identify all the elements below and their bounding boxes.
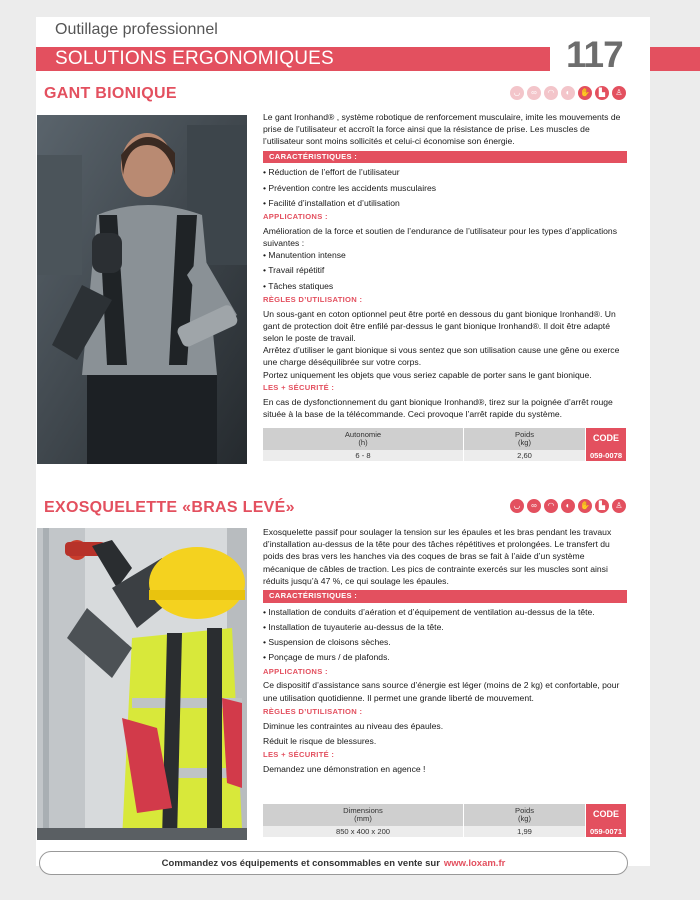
spec-table — [263, 804, 627, 837]
list-item: • Manutention intense — [263, 249, 627, 261]
banner-tab — [650, 47, 700, 71]
safety-heading: LES + SÉCURITÉ : — [263, 382, 335, 392]
glove-icon: ✋ — [578, 86, 592, 100]
code-header: CODE — [586, 804, 627, 826]
rule-text: Portez uniquement les objets que vous seriez capable de porter sans le gant bionique. — [263, 369, 592, 380]
safety-text: En cas de dysfonctionnement du gant bionique Ironhand®, tirez sur la poignée d’arrêt rouge située à la base de la télécommande. Ceci provoque l’arrêt rapide du système. — [263, 396, 613, 419]
list-item: • Prévention contre les accidents musculaires — [263, 182, 627, 194]
table-cell: 1,99 — [464, 826, 586, 837]
product-photo-bionic-glove — [37, 115, 247, 464]
list-item: • Réduction de l’effort de l’utilisateur — [263, 166, 627, 178]
helmet-icon: ◠ — [544, 86, 558, 100]
features-heading: CARACTÉRISTIQUES : — [263, 151, 627, 164]
ear-icon: ◐ — [561, 86, 575, 100]
footer-text: Commandez vos équipements et consommables en vente sur — [161, 857, 440, 869]
protection-icons — [510, 86, 626, 100]
list-item: • Ponçage de murs / de plafonds. — [263, 651, 627, 663]
glasses-icon: ∞ — [527, 499, 541, 513]
safety-heading: LES + SÉCURITÉ : — [263, 749, 335, 759]
glove-icon: ✋ — [578, 499, 592, 513]
column-header: Poids (kg) — [464, 804, 586, 826]
applications-text: Ce dispositif d’assistance sans source d’énergie est léger (moins de 2 kg) et confortable, pour une utilisation quotidienne. Il permet une grande liberté de mouvement. — [263, 680, 620, 703]
website-link[interactable]: www.loxam.fr — [443, 857, 506, 869]
spec-table — [263, 428, 627, 461]
list-item: • Travail répétitif — [263, 264, 627, 276]
features-list — [263, 166, 627, 209]
rules-heading: RÈGLES D’UTILISATION : — [263, 706, 363, 716]
glasses-icon: ∞ — [527, 86, 541, 100]
applications-list — [263, 249, 627, 292]
applications-heading: APPLICATIONS : — [263, 212, 328, 221]
catalog-subtitle: Outillage professionnel — [55, 21, 218, 38]
product-description — [263, 111, 627, 422]
helmet-icon: ◠ — [544, 499, 558, 513]
product-intro: Le gant Ironhand® , système robotique de renforcement musculaire, imite les mouvements de prise de l’utilisateur et accroît la force ainsi que la résistance de prise. Les muscles de l’utilisateur sont moins sollicités et celui-ci économise son énergie. — [263, 112, 621, 147]
product-description — [263, 526, 627, 777]
product-title: GANT BIONIQUE — [44, 85, 177, 102]
person-icon: ♙ — [612, 499, 626, 513]
column-header: Dimensions (mm) — [263, 804, 464, 826]
boot-icon: ▙ — [595, 499, 609, 513]
list-item: • Suspension de cloisons sèches. — [263, 636, 627, 648]
product-intro: Exosquelette passif pour soulager la tension sur les épaules et les bras pendant les travaux d’installation au-dessus de la tête pour des tâches répétitives et prolongées. Le transfert du poids des bras vers les hanches via des coques de bras se fait à l’aide d’un système mécanique de câbles de traction. Les pics de contrainte exercés sur les muscles sont ainsi réduits jusqu’à 47 %, ce qui soulage les épaules. — [263, 527, 612, 586]
applications-heading: APPLICATIONS : — [263, 666, 328, 676]
product-title: EXOSQUELETTE «BRAS LEVÉ» — [44, 499, 295, 516]
list-item: • Tâches statiques — [263, 280, 627, 292]
list-item: • Installation de conduits d’aération et d’équipement de ventilation au-dessus de la tête. — [263, 606, 627, 618]
rules-heading: RÈGLES D’UTILISATION : — [263, 294, 363, 304]
code-header: CODE — [586, 428, 627, 450]
features-heading: CARACTÉRISTIQUES : — [263, 590, 627, 603]
product-code: 059-0071 — [586, 826, 627, 837]
table-cell: 850 x 400 x 200 — [263, 826, 464, 837]
applications-text: Amélioration de la force et soutien de l’endurance de l’utilisateur pour les types d’applications suivantes : — [263, 225, 617, 248]
safety-text: Demandez une démonstration en agence ! — [263, 763, 426, 774]
column-header: Poids (kg) — [464, 428, 586, 450]
footer-banner — [39, 851, 628, 875]
rule-text: Réduit le risque de blessures. — [263, 735, 377, 746]
table-cell: 2,60 — [464, 450, 586, 461]
list-item: • Facilité d’installation et d’utilisation — [263, 197, 627, 209]
page-number: 117 — [566, 34, 623, 75]
boot-icon: ▙ — [595, 86, 609, 100]
ear-icon: ◐ — [561, 499, 575, 513]
page-title: SOLUTIONS ERGONOMIQUES — [55, 48, 334, 69]
product-photo-exoskeleton — [37, 528, 247, 840]
rule-text: Arrêtez d’utiliser le gant bionique si vous sentez que son utilisation cause une gêne ou exerce une charge déséquilibrée sur votre corps. — [263, 345, 620, 368]
rule-text: Un sous-gant en coton optionnel peut être porté en dessous du gant bionique Ironhand®. Un gant de protection doit être enfilé par-dessus le gant bionique Ironhand®. Il doit être adapté selon le poste de travail. — [263, 308, 616, 343]
person-icon: ♙ — [612, 86, 626, 100]
rule-text: Diminue les contraintes au niveau des épaules. — [263, 720, 444, 731]
features-list — [263, 606, 627, 664]
protection-icons — [510, 499, 626, 513]
table-cell: 6 - 8 — [263, 450, 464, 461]
column-header: Autonomie (h) — [263, 428, 464, 450]
mask-icon: ◡ — [510, 499, 524, 513]
product-code: 059-0078 — [586, 450, 627, 461]
list-item: • Installation de tuyauterie au-dessus de la tête. — [263, 621, 627, 633]
mask-icon: ◡ — [510, 86, 524, 100]
